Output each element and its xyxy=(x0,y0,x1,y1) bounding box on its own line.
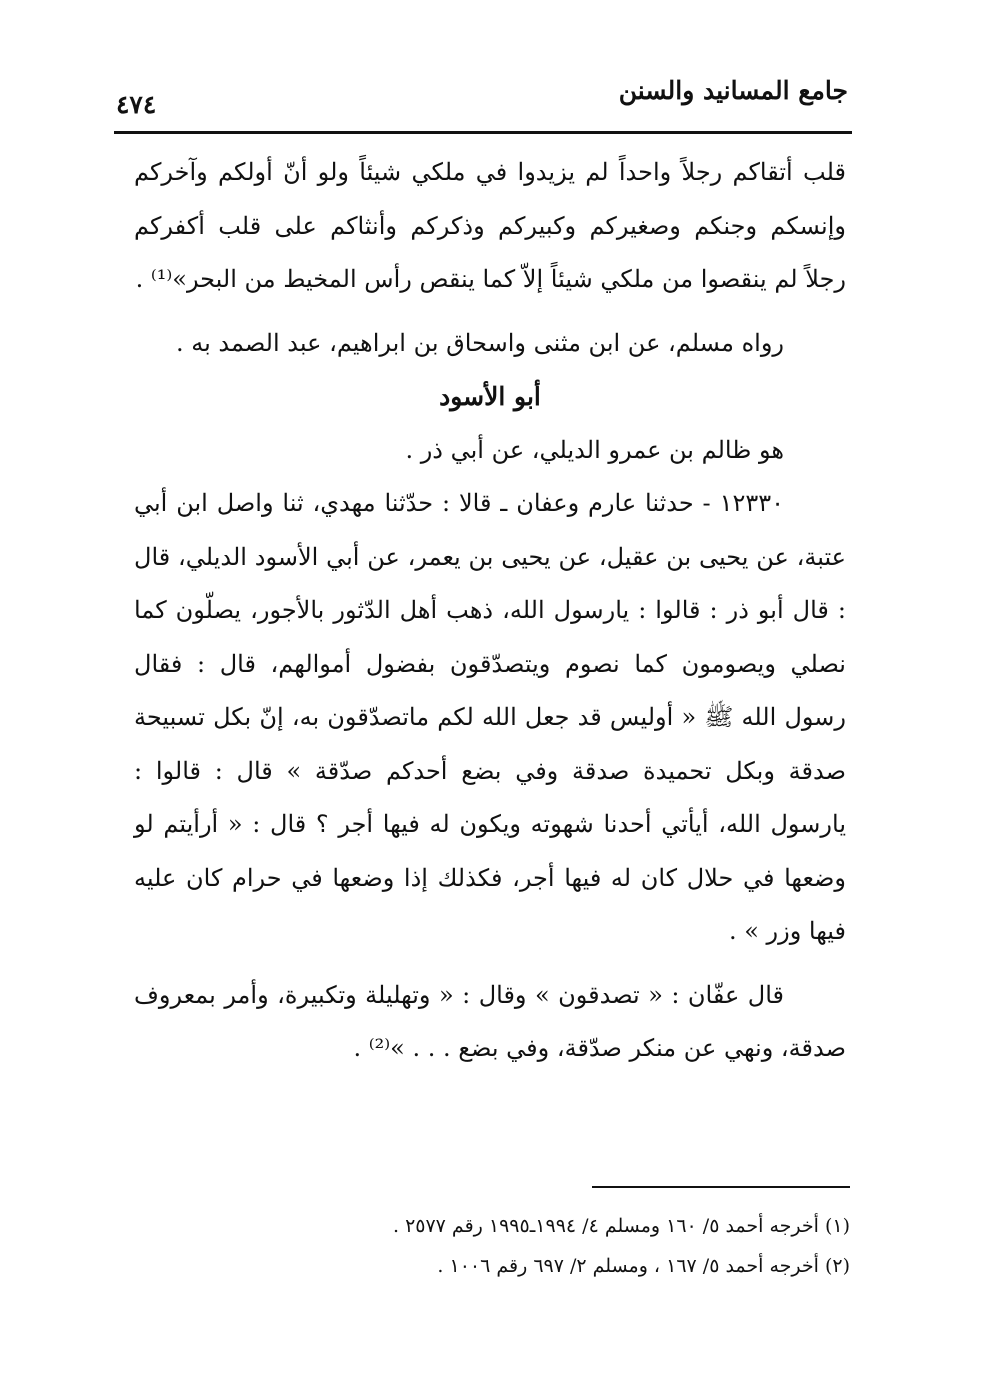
footnote-divider xyxy=(592,1186,850,1188)
running-header-title: جامع المسانيد والسنن xyxy=(618,76,848,105)
paragraph-narrator-intro: هو ظالم بن عمرو الديلي، عن أبي ذر . xyxy=(405,435,784,464)
paragraph-narration-source: رواه مسلم، عن ابن مثنى واسحاق بن ابراهيم، عبد الصمد به . xyxy=(175,328,784,357)
footnotes xyxy=(138,1206,850,1286)
footnote-2: (٢) أخرجه أحمد ٥/ ١٦٧ ، ومسلم ٢/ ٦٩٧ رقم ١٠٠٦ . xyxy=(437,1255,850,1277)
page-number: ٤٧٤ xyxy=(116,90,157,119)
paragraph-hadith-12330: ١٢٣٣٠ - حدثنا عارم وعفان ـ قالا : حدّثنا مهدي، ثنا واصل ابن أبي عتبة، عن يحيى بن عقيل، عن يحيى بن يعمر، عن أبي الأسود الديلي، قال : قال أبو ذر : قالوا : يارسول الله، ذهب أهل الدّثور بالأجور، يصلّون كما نصلي ويصومون كما نصوم ويتصدّقون بفضول أموالهم، قال : فقال رسول الله ﷺ « أوليس قد جعل الله لكم ماتصدّقون به، إنّ بكل تسبيحة صدقة وبكل تحميدة صدقة وفي بضع أحدكم صدّقة » قال : قالوا : يارسول الله، أيأتي أحدنا شهوته ويكون له فيها أجر ؟ قال : « أرأيتم لو وضعها في حلال كان له فيها أجر، فكذلك إذا وضعها في حرام كان عليه فيها وزر » . xyxy=(134,489,846,945)
footnote-1: (١) أخرجه أحمد ٥/ ١٦٠ ومسلم ٤/ ١٩٩٤ـ١٩٩٥ رقم ٢٥٧٧ . xyxy=(392,1215,850,1237)
header-divider xyxy=(114,131,852,134)
paragraph-affan-variant: قال عفّان : « تصدقون » وقال : « وتهليلة وتكبيرة، وأمر بمعروف صدقة، ونهي عن منكر صدّقة، وفي بضع . . . »⁽²⁾ . xyxy=(134,980,846,1062)
main-text xyxy=(134,146,846,1076)
section-heading: أبو الأسود xyxy=(439,382,541,411)
paragraph-hadith-continuation: قلب أتقاكم رجلاً واحداً لم يزيدوا في ملكي شيئاً ولو أنّ أولكم وآخركم وإنسكم وجنكم وصغيركم وكبيركم وذكركم وأنثاكم على قلب أكفركم رجلاً لم ينقصوا من ملكي شيئاً إلاّ كما ينقص رأس المخيط من البحر»⁽¹⁾ . xyxy=(134,158,846,293)
